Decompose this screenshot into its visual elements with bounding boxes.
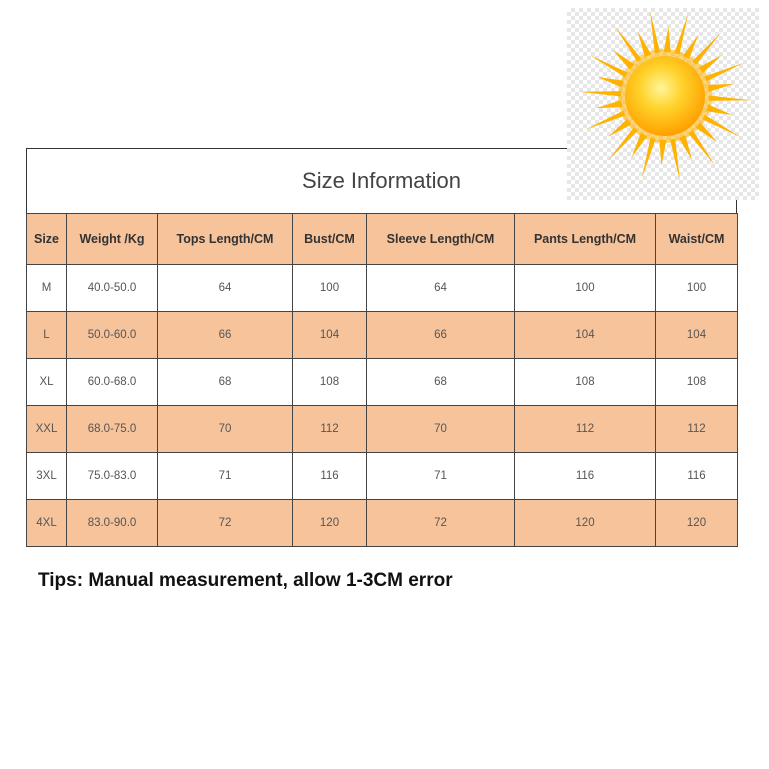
cell-bust: 104 (293, 312, 367, 359)
cell-waist: 112 (656, 406, 738, 453)
cell-size: 3XL (27, 453, 67, 500)
header-waist: Waist/CM (656, 214, 738, 265)
cell-waist: 116 (656, 453, 738, 500)
cell-weight: 68.0-75.0 (67, 406, 158, 453)
header-weight: Weight /Kg (67, 214, 158, 265)
cell-bust: 120 (293, 500, 367, 547)
sun-ray (709, 96, 751, 101)
cell-bust: 112 (293, 406, 367, 453)
header-pants-length: Pants Length/CM (515, 214, 656, 265)
cell-bust: 108 (293, 359, 367, 406)
sun-ray (642, 138, 656, 179)
cell-bust: 116 (293, 453, 367, 500)
sun-ray (608, 127, 638, 160)
cell-weight: 83.0-90.0 (67, 500, 158, 547)
cell-sleeve-length: 71 (367, 453, 515, 500)
header-size: Size (27, 214, 67, 265)
sun-ray (670, 139, 680, 181)
cell-size: 4XL (27, 500, 67, 547)
cell-size: L (27, 312, 67, 359)
cell-sleeve-length: 68 (367, 359, 515, 406)
cell-pants-length: 100 (515, 265, 656, 312)
table-row (27, 359, 738, 406)
cell-waist: 104 (656, 312, 738, 359)
sun-image (567, 8, 759, 200)
cell-weight: 40.0-50.0 (67, 265, 158, 312)
cell-waist: 120 (656, 500, 738, 547)
sun-ray (664, 26, 671, 52)
cell-bust: 100 (293, 265, 367, 312)
table-row (27, 406, 738, 453)
cell-weight: 60.0-68.0 (67, 359, 158, 406)
size-table (26, 148, 737, 544)
cell-tops-length: 66 (158, 312, 293, 359)
cell-weight: 75.0-83.0 (67, 453, 158, 500)
size-chart-table (26, 213, 738, 547)
cell-sleeve-length: 64 (367, 265, 515, 312)
cell-pants-length: 108 (515, 359, 656, 406)
cell-size: XXL (27, 406, 67, 453)
cell-waist: 108 (656, 359, 738, 406)
cell-pants-length: 104 (515, 312, 656, 359)
table-row (27, 312, 738, 359)
cell-sleeve-length: 72 (367, 500, 515, 547)
sun-ray (692, 32, 722, 65)
cell-pants-length: 116 (515, 453, 656, 500)
sun-ray (650, 11, 660, 53)
cell-size: M (27, 265, 67, 312)
table-body (27, 265, 738, 547)
tips-text: Tips: Manual measurement, allow 1-3CM error (38, 570, 453, 591)
header-tops-length: Tops Length/CM (158, 214, 293, 265)
sun-ray (579, 91, 621, 96)
table-title: Size Information (302, 168, 461, 193)
header-bust: Bust/CM (293, 214, 367, 265)
cell-sleeve-length: 66 (367, 312, 515, 359)
cell-sleeve-length: 70 (367, 406, 515, 453)
cell-pants-length: 112 (515, 406, 656, 453)
cell-pants-length: 120 (515, 500, 656, 547)
header-row (27, 214, 738, 265)
cell-tops-length: 68 (158, 359, 293, 406)
cell-tops-length: 72 (158, 500, 293, 547)
sun-icon (567, 8, 759, 200)
cell-waist: 100 (656, 265, 738, 312)
header-sleeve-length: Sleeve Length/CM (367, 214, 515, 265)
sun-ray (659, 140, 666, 166)
cell-tops-length: 70 (158, 406, 293, 453)
cell-size: XL (27, 359, 67, 406)
sun-ray (674, 13, 688, 54)
table-row (27, 500, 738, 547)
cell-tops-length: 71 (158, 453, 293, 500)
table-row (27, 453, 738, 500)
cell-tops-length: 64 (158, 265, 293, 312)
table-row (27, 265, 738, 312)
cell-weight: 50.0-60.0 (67, 312, 158, 359)
